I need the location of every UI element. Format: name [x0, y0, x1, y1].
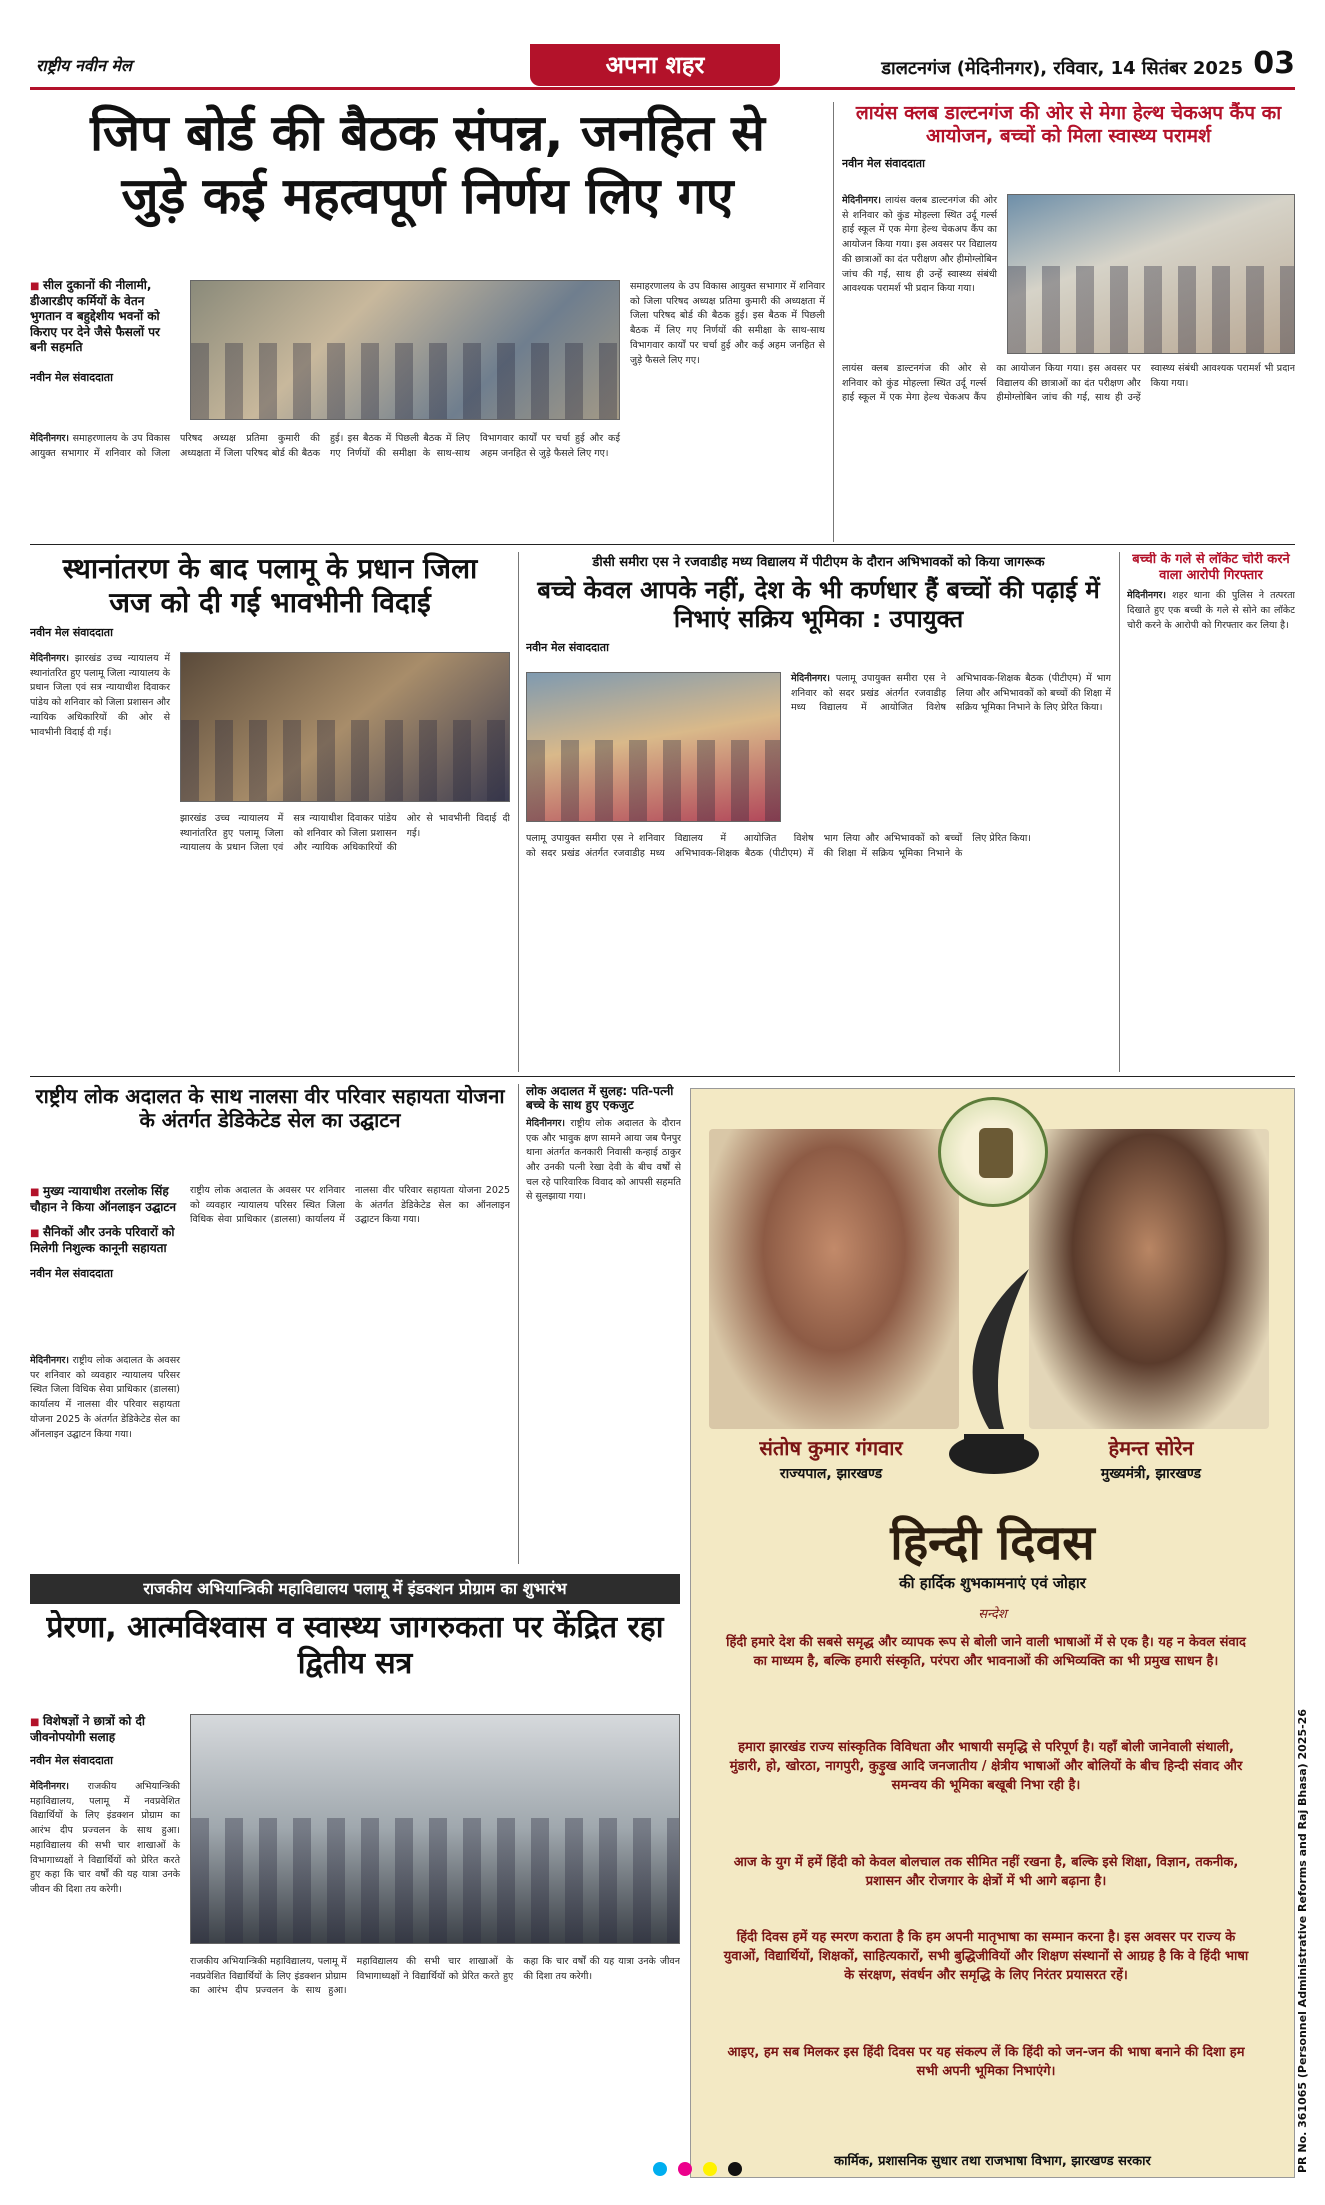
story-body: समाहरणालय के उप विकास आयुक्त सभागार में शनिवार को जिला परिषद अध्यक्ष प्रतिमा कुमारी की अध्यक्षता में जिला परिषद बोर्ड की बैठक हुई। इस बैठक में पिछली बैठक में लिए गए निर्णयों की समीक्षा के साथ-साथ विभागवार कार्यों पर चर्चा हुई और कई अहम जनहित से जुड़े फैसले लिए गए।: [630, 281, 825, 366]
kicker: डीसी समीरा एस ने रजवाडीह मध्य विद्यालय में पीटीएम के दौरान अभिभावकों को किया जागरूक: [592, 555, 1045, 570]
story-body-bottom: राजकीय अभियान्त्रिकी महाविद्यालय, पलामू में नवप्रवेशित विद्यार्थियों के लिए इंडक्शन प्रोग्राम का आरंभ दीप प्रज्वलन के साथ हुआ। महाविद्यालय की सभी चार शाखाओं के विभागाध्यक्षों ने विद्यार्थियों को प्रेरित करते हुए कहा कि चार वर्षों की यह यात्रा उनके जीवन की दिशा तय करेगी।: [190, 1956, 680, 1997]
byline: नवीन मेल संवाददाता: [30, 1754, 113, 1768]
byline: नवीन मेल संवाददाता: [30, 626, 113, 640]
story-judge-farewell: [30, 552, 510, 1072]
magenta-dot: [678, 2162, 692, 2176]
byline: नवीन मेल संवाददाता: [30, 1267, 113, 1281]
pr-number: PR No. 361065 (Personnel Administrative Reforms and Raj Bhasa) 2025-26: [1296, 1709, 1309, 2173]
induction-kicker-banner: राजकीय अभियान्त्रिकी महाविद्यालय पलामू में इंडक्शन प्रोग्राम का शुभारंभ: [30, 1574, 680, 1604]
story-zila-parishad: [30, 102, 825, 542]
paper-name: राष्ट्रीय नवीन मेल: [36, 56, 132, 75]
ad-message-2: हमारा झारखंड राज्य सांस्कृतिक विविधता और भाषायी समृद्धि से परिपूर्ण है। यहाँ बोली जानेवाली संथाली, मुंडारी, हो, खोरठा, नागपुरी, कुड़ुख आदि जनजातीय / क्षेत्रीय भाषाओं और बोलियों के बीच हिन्दी संवाद और समन्वय की भूमिका बखूबी निभा रही है।: [729, 1740, 1243, 1793]
page-number: 03: [1253, 46, 1295, 81]
story-body: मेदिनीनगर। शहर थाना की पुलिस ने तत्परता दिखाते हुए एक बच्ची के गले से सोने का लॉकेट चोरी करने के आरोपी को गिरफ्तार कर लिया है।: [1127, 590, 1295, 631]
ad-title: हिन्दी दिवस: [890, 1515, 1095, 1571]
print-registration-marks: [650, 2161, 745, 2180]
headline: लोक अदालत में सुलह: पति-पत्नी बच्चे के साथ हुए एकजुट: [526, 1084, 674, 1113]
farewell-photo: [180, 652, 510, 802]
governor-name: संतोष कुमार गंगवार: [759, 1436, 903, 1460]
hindi-diwas-ad: [690, 1088, 1309, 2178]
byline: नवीन मेल संवाददाता: [842, 156, 925, 170]
cyan-dot: [653, 2162, 667, 2176]
jharkhand-emblem-icon: [938, 1097, 1048, 1207]
ad-sandesh: सन्देश: [978, 1607, 1007, 1622]
date-line: डालटनगंज (मेदिनीनगर), रविवार, 14 सितंबर 2025: [881, 58, 1243, 79]
story-body-left: मेदिनीनगर। राष्ट्रीय लोक अदालत के अवसर पर शनिवार को व्यवहार न्यायालय परिसर स्थित जिला विधिक सेवा प्राधिकार (डालसा) कार्यालय में नालसा वीर परिवार सहायता योजना 2025 के अंतर्गत डेडिकेटेड सेल का ऑनलाइन उद्घाटन किया गया।: [30, 1355, 181, 1440]
black-dot: [728, 2162, 742, 2176]
cm-name: हेमन्त सोरेन: [1108, 1436, 1194, 1460]
cm-role: मुख्यमंत्री, झारखण्ड: [1100, 1466, 1202, 1482]
headline: स्थानांतरण के बाद पलामू के प्रधान जिला जज को दी गई भावभीनी विदाई: [62, 552, 478, 619]
health-camp-photo: [1007, 194, 1295, 354]
story-body: मेदिनीनगर। झारखंड उच्च न्यायालय में स्थानांतरित हुए पलामू जिला न्यायालय के प्रधान जिला एवं सत्र न्यायाधीश दिवाकर पांडेय को शनिवार को जिला प्रशासन और न्यायिक अधिकारियों की ओर से भावभीनी विदाई दी गई।: [30, 653, 170, 738]
headline: प्रेरणा, आत्मविश्वास व स्वास्थ्य जागरुकता पर केंद्रित रहा द्वितीय सत्र: [46, 1610, 664, 1681]
story-dc-ptm: [526, 552, 1111, 1072]
ad-message-4: हिंदी दिवस हमें यह स्मरण कराता है कि हम अपनी मातृभाषा का सम्मान करना है। इस अवसर पर राज्य के युवाओं, विद्यार्थियों, शिक्षकों, साहित्यकारों, सभी बुद्धिजीवियों और शिक्षण संस्थानों से आग्रह है कि वे हिंदी भाषा के संरक्षण, संवर्धन और समृद्धि के लिए निरंतर प्रयासरत रहें।: [723, 1930, 1249, 1983]
story-body-bottom: पलामू उपायुक्त समीरा एस ने शनिवार को सदर प्रखंड अंतर्गत रजवाडीह मध्य विद्यालय में आयोजित विशेष अभिभावक-शिक्षक बैठक (पीटीएम) में भाग लिया और अभिभावकों को बच्चों की शिक्षा में सक्रिय भूमिका निभाने के लिए प्रेरित किया।: [526, 833, 1031, 859]
byline: नवीन मेल संवाददाता: [526, 640, 609, 654]
headline: राष्ट्रीय लोक अदालत के साथ नालसा वीर परिवार सहायता योजना के अंतर्गत डेडिकेटेड सेल का उद्घाटन: [35, 1084, 505, 1132]
story-body-bottom: मेदिनीनगर। समाहरणालय के उप विकास आयुक्त सभागार में शनिवार को जिला परिषद अध्यक्ष प्रतिमा कुमारी की अध्यक्षता में जिला परिषद बोर्ड की बैठक हुई। इस बैठक में पिछली बैठक में लिए गए निर्णयों की समीक्षा के साथ-साथ विभागवार कार्यों पर चर्चा हुई और कई अहम जनहित से जुड़े फैसले लिए गए।: [30, 433, 620, 459]
sub-point: ■ सील दुकानों की नीलामी, डीआरडीए कर्मियों के वेतन भुगतान व बहुद्देशीय भवनों को किराए पर देने जैसे फैसलों पर बनी सहमति: [30, 278, 180, 356]
story-nalsa-cell: [30, 1084, 510, 1564]
ad-message-5: आइए, हम सब मिलकर इस हिंदी दिवस पर यह संकल्प लें कि हिंदी को जन-जन की भाषा बनाने की दिशा हम सभी अपनी भूमिका निभाएंगे।: [727, 2045, 1245, 2079]
story-body: मेदिनीनगर। लायंस क्लब डाल्टनगंज की ओर से शनिवार को कुंड मोहल्ला स्थित उर्दू गर्ल्स हाई स्कूल में एक मेगा हेल्थ चेकअप कैंप का आयोजन किया गया। इस अवसर पर विद्यालय की छात्राओं का दंत परीक्षण और हीमोग्लोबिन जांच की गई, साथ ही उन्हें स्वास्थ्य संबंधी आवश्यक परामर्श भी प्रदान किया गया।: [842, 195, 997, 295]
ad-subtitle: की हार्दिक शुभकामनाएं एवं जोहार: [899, 1574, 1086, 1592]
story-body-bottom: झारखंड उच्च न्यायालय में स्थानांतरित हुए पलामू जिला न्यायालय के प्रधान जिला एवं सत्र न्यायाधीश दिवाकर पांडेय को शनिवार को जिला प्रशासन और न्यायिक अधिकारियों की ओर से भावभीनी विदाई दी गई।: [180, 813, 510, 854]
headline: बच्ची के गले से लॉकेट चोरी करने वाला आरोपी गिरफ्तार: [1132, 552, 1290, 583]
sub-point-2: ■ सैनिकों और उनके परिवारों को मिलेगी निशुल्क कानूनी सहायता: [30, 1225, 180, 1256]
newspaper-page: [30, 44, 1309, 2184]
story-body-left: मेदिनीनगर। राजकीय अभियान्त्रिकी महाविद्यालय, पलामू में नवप्रवेशित विद्यार्थियों के लिए इंडक्शन प्रोग्राम का आरंभ दीप प्रज्वलन के साथ हुआ। महाविद्यालय की सभी चार शाखाओं के विभागाध्यक्षों ने विद्यार्थियों को प्रेरित करते हुए कहा कि चार वर्षों की यह यात्रा उनके जीवन की दिशा तय करेगी।: [30, 1781, 180, 1896]
sub-point-1: ■ मुख्य न्यायाधीश तरलोक सिंह चौहान ने किया ऑनलाइन उद्घाटन: [30, 1184, 180, 1215]
headline: जिप बोर्ड की बैठक संपन्न, जनहित से जुड़े कई महत्वपूर्ण निर्णय लिए गए: [90, 104, 765, 225]
meeting-photo: [190, 280, 620, 420]
yellow-dot: [703, 2162, 717, 2176]
ptm-photo: [526, 672, 781, 822]
story-lok-adalat-reunion: [526, 1084, 681, 1564]
headline: बच्चे केवल आपके नहीं, देश के भी कर्णधार हैं बच्चों की पढ़ाई में निभाएं सक्रिय भूमिका : उपायुक्त: [537, 576, 1100, 633]
headline: लायंस क्लब डाल्टनगंज की ओर से मेगा हेल्थ चेकअप कैंप का आयोजन, बच्चों को मिला स्वास्थ्य परामर्श: [855, 102, 1282, 147]
ad-footer: कार्मिक, प्रशासनिक सुधार तथा राजभाषा विभाग, झारखण्ड सरकार: [834, 2154, 1151, 2169]
story-body-bottom: लायंस क्लब डाल्टनगंज की ओर से शनिवार को कुंड मोहल्ला स्थित उर्दू गर्ल्स हाई स्कूल में एक मेगा हेल्थ चेकअप कैंप का आयोजन किया गया। इस अवसर पर विद्यालय की छात्राओं का दंत परीक्षण और हीमोग्लोबिन जांच की गई, साथ ही उन्हें स्वास्थ्य संबंधी आवश्यक परामर्श भी प्रदान किया गया।: [842, 363, 1295, 404]
byline: नवीन मेल संवाददाता: [30, 370, 113, 384]
story-lions-club: [842, 102, 1295, 542]
story-body-top: मेदिनीनगर। पलामू उपायुक्त समीरा एस ने शनिवार को सदर प्रखंड अंतर्गत रजवाडीह मध्य विद्यालय में आयोजित विशेष अभिभावक-शिक्षक बैठक (पीटीएम) में भाग लिया और अभिभावकों को बच्चों की शिक्षा में सक्रिय भूमिका निभाने के लिए प्रेरित किया।: [791, 673, 1111, 714]
section-title: अपना शहर: [530, 44, 780, 86]
ad-message-3: आज के युग में हमें हिंदी को केवल बोलचाल तक सीमित नहीं रखना है, बल्कि इसे शिक्षा, विज्ञान, तकनीक, प्रशासन और रोजगार के क्षेत्रों में भी आगे बढ़ाना है।: [733, 1855, 1239, 1889]
story-induction-program: [30, 1610, 680, 2180]
story-body: मेदिनीनगर। राष्ट्रीय लोक अदालत के दौरान एक और भावुक क्षण सामने आया जब पैनपुर थाना अंतर्गत कनकारी निवासी कन्हाई ठाकुर और उनकी पत्नी रेखा देवी के बीच वर्षों से चल रहे पारिवारिक विवाद को आपसी सहमति से सुलझाया गया।: [526, 1117, 681, 1203]
governor-role: राज्यपाल, झारखण्ड: [779, 1466, 883, 1482]
induction-photo: [190, 1714, 680, 1944]
masthead: [30, 44, 1295, 90]
story-body-right: राष्ट्रीय लोक अदालत के अवसर पर शनिवार को व्यवहार न्यायालय परिसर स्थित जिला विधिक सेवा प्राधिकार (डालसा) कार्यालय में नालसा वीर परिवार सहायता योजना 2025 के अंतर्गत डेडिकेटेड सेल का ऑनलाइन उद्घाटन किया गया।: [190, 1185, 510, 1226]
story-locket-theft: [1127, 552, 1295, 1072]
sub-point: ■ विशेषज्ञों ने छात्रों को दी जीवनोपयोगी सलाह: [30, 1714, 180, 1745]
ad-message-1: हिंदी हमारे देश की सबसे समृद्ध और व्यापक रूप से बोली जाने वाली भाषाओं में से एक है। यह न केवल संवाद का माध्यम है, बल्कि हमारी संस्कृति, परंपरा और भावनाओं की अभिव्यक्ति का भी प्रमुख साधन है।: [726, 1635, 1246, 1669]
